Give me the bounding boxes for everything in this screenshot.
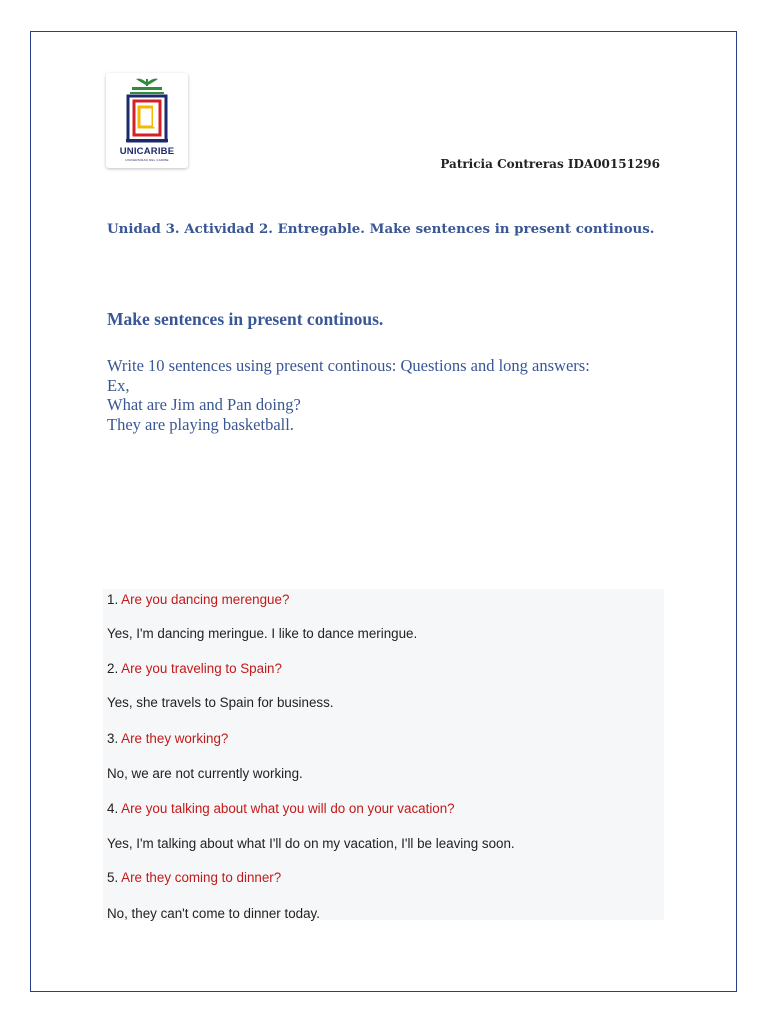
answer-line: Yes, I'm talking about what I'll do on my vacation, I'll be leaving soon. <box>107 836 515 851</box>
question-text: Are they working? <box>121 731 229 746</box>
question-line <box>107 661 282 676</box>
question-line <box>107 592 289 607</box>
section-title: Make sentences in present continous. <box>107 309 384 329</box>
question-text: Are you talking about what you will do on your vacation? <box>121 801 455 816</box>
answer-line: Yes, she travels to Spain for business. <box>107 695 334 710</box>
instruction-line: What are Jim and Pan doing? <box>107 395 301 414</box>
question-number: 1. <box>107 592 119 607</box>
answer-line: No, they can't come to dinner today. <box>107 906 320 921</box>
university-logo <box>106 73 188 168</box>
answer-line: Yes, I'm dancing meringue. I like to dance meringue. <box>107 626 418 641</box>
question-number: 4. <box>107 801 119 816</box>
question-line <box>107 870 281 885</box>
question-number: 3. <box>107 731 119 746</box>
question-text: Are they coming to dinner? <box>121 870 282 885</box>
question-number: 2. <box>107 661 119 676</box>
author-line: Patricia Contreras IDA00151296 <box>440 157 660 171</box>
logo-wordmark: UNICARIBE <box>119 146 175 157</box>
question-line <box>107 731 228 746</box>
question-text: Are you traveling to Spain? <box>121 661 282 676</box>
assignment-title: Unidad 3. Actividad 2. Entregable. Make sentences in present continous. <box>107 221 655 237</box>
question-number: 5. <box>107 870 119 885</box>
instruction-line: Write 10 sentences using present continous: Questions and long answers: <box>107 356 590 375</box>
instruction-line: Ex, <box>107 375 130 395</box>
question-text: Are you dancing merengue? <box>121 592 290 607</box>
logo-subtitle: UNIVERSIDAD DEL CARIBE <box>125 158 169 162</box>
unicaribe-emblem-icon <box>106 73 188 145</box>
answer-line: No, we are not currently working. <box>107 766 303 781</box>
instruction-line: They are playing basketball. <box>107 414 294 434</box>
instructions-block <box>107 356 590 434</box>
question-line <box>107 801 455 816</box>
